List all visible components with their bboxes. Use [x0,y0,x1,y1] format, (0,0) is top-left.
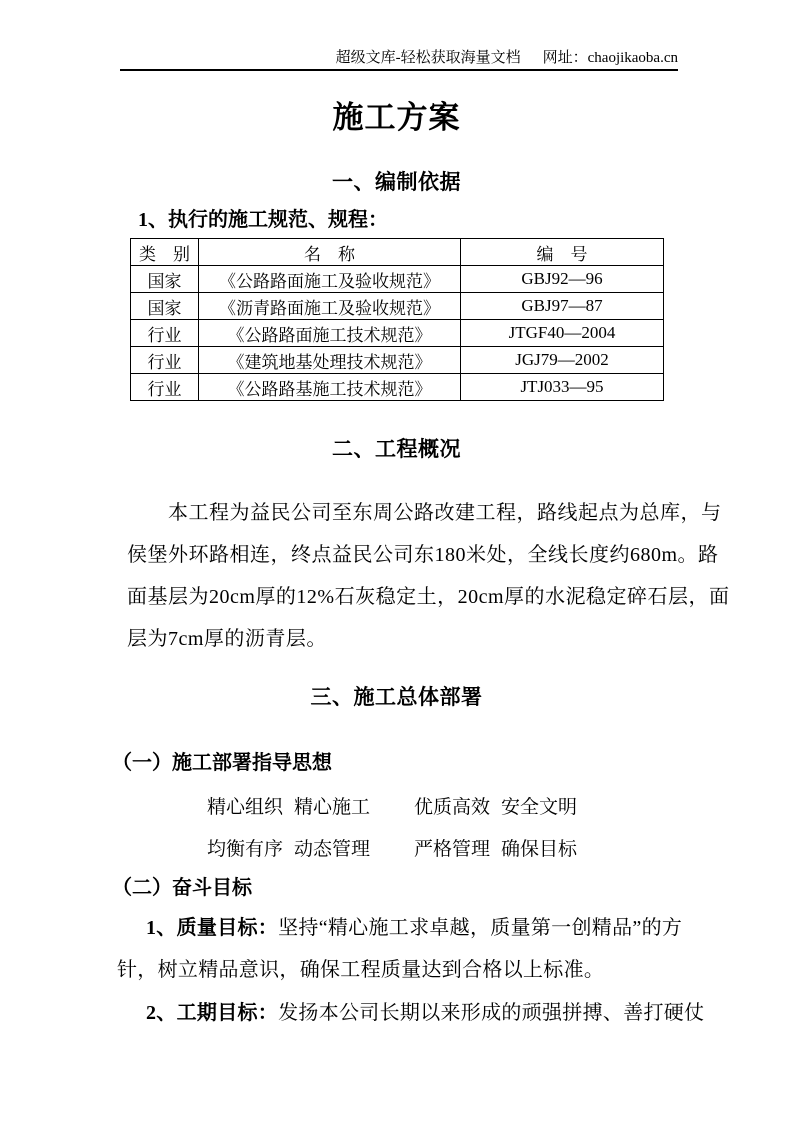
cell-name: 《公路路面施工及验收规范》 [199,266,461,293]
page-header [336,46,678,67]
paragraph-line: 面基层为20cm厚的12%石灰稳定土，20cm厚的水泥稳定碎石层，面 [127,586,730,608]
cell-name: 《沥青路面施工及验收规范》 [199,293,461,320]
slogan-line [207,829,577,871]
slogan-word: 严格管理 [414,839,491,860]
table-row [131,374,664,401]
subheading-guiding-ideology: （一）施工部署指导思想 [112,752,332,774]
standards-table [130,238,664,401]
subheading-standards: 1、执行的施工规范、规程： [138,209,388,231]
cell-code: JGJ79—2002 [461,347,664,374]
cell-name: 《公路路基施工技术规范》 [199,374,461,401]
schedule-goal-label: 2、工期目标： [146,1002,279,1024]
slogan-word: 精心施工 [294,797,371,818]
quality-goal-text: 坚持“精心施工求卓越，质量第一创精品”的方 [278,917,683,939]
slogan-word: 优质高效 [414,797,491,818]
cell-category: 行业 [131,320,199,347]
slogan-line [207,787,577,829]
table-row [131,320,664,347]
slogan-word: 均衡有序 [207,839,284,860]
paragraph-line: 层为7cm厚的沥青层。 [127,628,327,650]
cell-category: 行业 [131,374,199,401]
subheading-goals: （二）奋斗目标 [112,877,252,899]
cell-name: 《公路路面施工技术规范》 [199,320,461,347]
col-header-code: 编 号 [461,239,664,266]
paragraph-line: 侯堡外环路相连，终点益民公司东180米处，全线长度约680m。路 [127,544,719,566]
header-url-text: 网址：chaojikaoba.cn [542,50,678,66]
slogan-word: 确保目标 [501,839,578,860]
cell-code: GBJ92—96 [461,266,664,293]
overview-paragraph [127,492,730,660]
header-site-text: 超级文库-轻松获取海量文档 [335,50,521,66]
cell-category: 国家 [131,266,199,293]
cell-category: 国家 [131,293,199,320]
quality-goal-line2: 针，树立精品意识，确保工程质量达到合格以上标准。 [117,959,605,981]
quality-goal-line1 [120,911,760,940]
schedule-goal-line1 [120,996,760,1025]
section-heading-basis: 一、编制依据 [332,171,461,194]
col-header-category: 类 别 [131,239,199,266]
section-heading-deployment: 三、施工总体部署 [310,686,483,709]
schedule-goal-text: 发扬本公司长期以来形成的顽强拼搏、善打硬仗 [278,1002,705,1024]
cell-category: 行业 [131,347,199,374]
header-divider [120,69,678,71]
table-row [131,293,664,320]
cell-code: JTGF40—2004 [461,320,664,347]
cell-name: 《建筑地基处理技术规范》 [199,347,461,374]
cell-code: GBJ97—87 [461,293,664,320]
slogan-word: 安全文明 [501,797,578,818]
slogan-word: 动态管理 [294,839,371,860]
quality-goal-label: 1、质量目标： [146,917,279,939]
table-row [131,347,664,374]
paragraph-line: 本工程为益民公司至东周公路改建工程，路线起点为总库，与 [168,502,722,524]
slogan-word: 精心组织 [207,797,284,818]
slogan-block [207,787,577,871]
col-header-name: 名 称 [199,239,461,266]
table-header-row [131,239,664,266]
table-row [131,266,664,293]
document-title: 施工方案 [332,100,461,135]
section-heading-overview: 二、工程概况 [332,438,461,461]
cell-code: JTJ033—95 [461,374,664,401]
